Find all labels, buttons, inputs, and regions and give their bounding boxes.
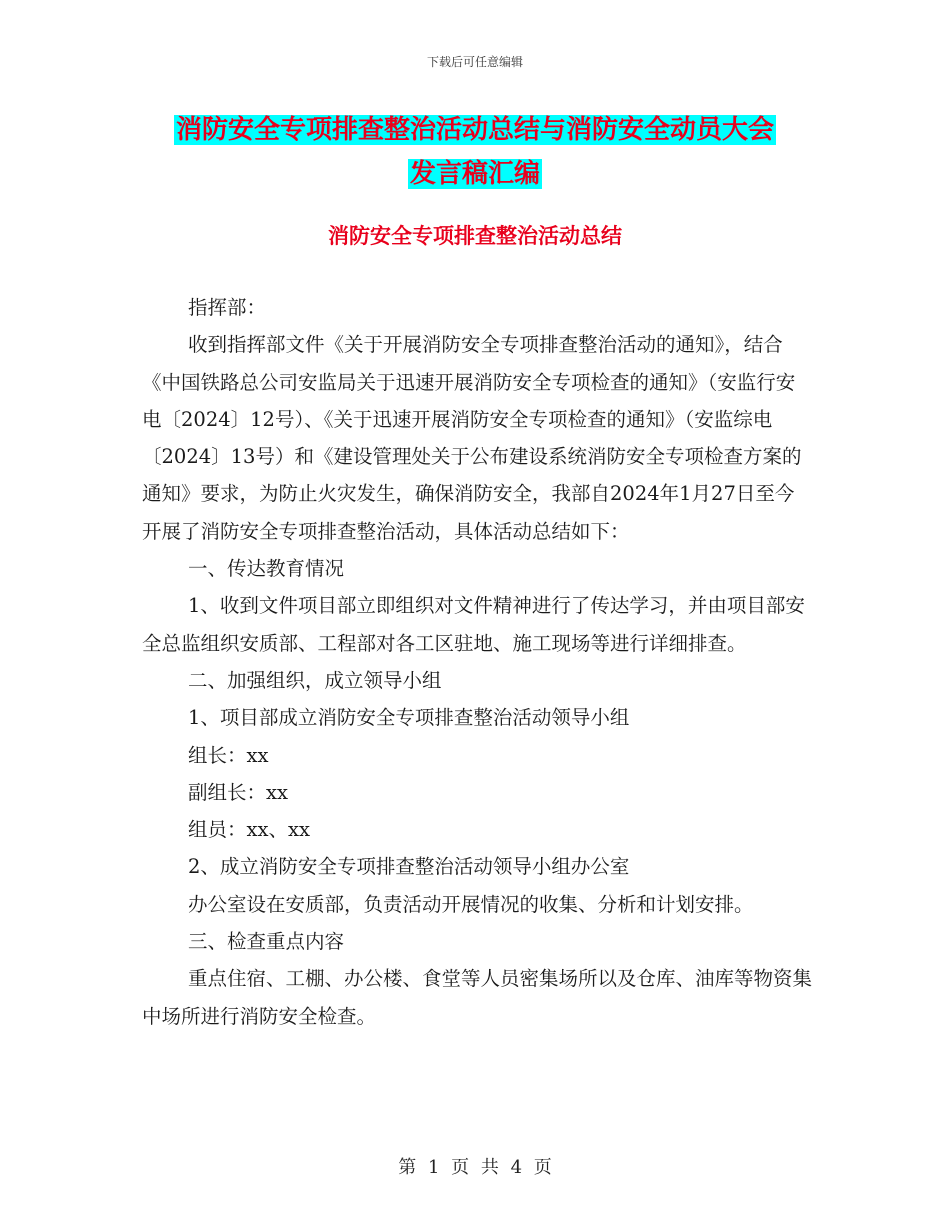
document-title-line-1-text: 消防安全专项排查整治活动总结与消防安全动员大会 — [175, 115, 774, 145]
header-note: 下载后可任意编辑 — [426, 55, 523, 69]
team-members: 组员：xx、xx — [188, 818, 310, 842]
paragraph: 1、项目部成立消防安全专项排查整治活动领导小组 — [188, 706, 630, 730]
deputy-leader: 副组长：xx — [188, 780, 288, 804]
document-body — [142, 289, 812, 1035]
section-heading: 一、传达教育情况 — [188, 557, 345, 581]
paragraph: 1、收到文件项目部立即组织对文件精神进行了传达学习，并由项目部安全总监组织安质部、工程部对各工区驻地、施工现场等进行详细排查。 — [142, 594, 805, 655]
document-title-line-2 — [0, 154, 950, 194]
page-number: 第 1 页 共 4 页 — [398, 1157, 552, 1178]
intro-paragraph: 收到指挥部文件《关于开展消防安全专项排查整治活动的通知》，结合《中国铁路总公司安监局关于迅速开展消防安全专项检查的通知》（安监行安电〔2024〕12号）、《关于迅速开展消防安全专项检查的通知》（安监综电〔2024〕13号）和《建设管理处关于公布建设系统消防安全专项检查方案的通知》要求，为防止火灾发生，确保消防安全，我部自2024年1月27日至今开展了消防安全专项排查整治活动，具体活动总结如下： — [142, 333, 802, 543]
section-heading: 二、加强组织，成立领导小组 — [188, 668, 442, 692]
paragraph: 重点住宿、工棚、办公楼、食堂等人员密集场所以及仓库、油库等物资集中场所进行消防安全检查。 — [142, 967, 813, 1028]
document-title-line-1 — [0, 110, 950, 150]
document-title-line-2-text: 发言稿汇编 — [409, 159, 540, 189]
paragraph: 2、成立消防安全专项排查整治活动领导小组办公室 — [188, 855, 630, 879]
section-title: 消防安全专项排查整治活动总结 — [328, 223, 622, 248]
paragraph: 办公室设在安质部，负责活动开展情况的收集、分析和计划安排。 — [188, 892, 754, 916]
team-leader: 组长：xx — [188, 743, 269, 767]
section-heading: 三、检查重点内容 — [188, 930, 345, 954]
salutation: 指挥部： — [188, 296, 267, 319]
